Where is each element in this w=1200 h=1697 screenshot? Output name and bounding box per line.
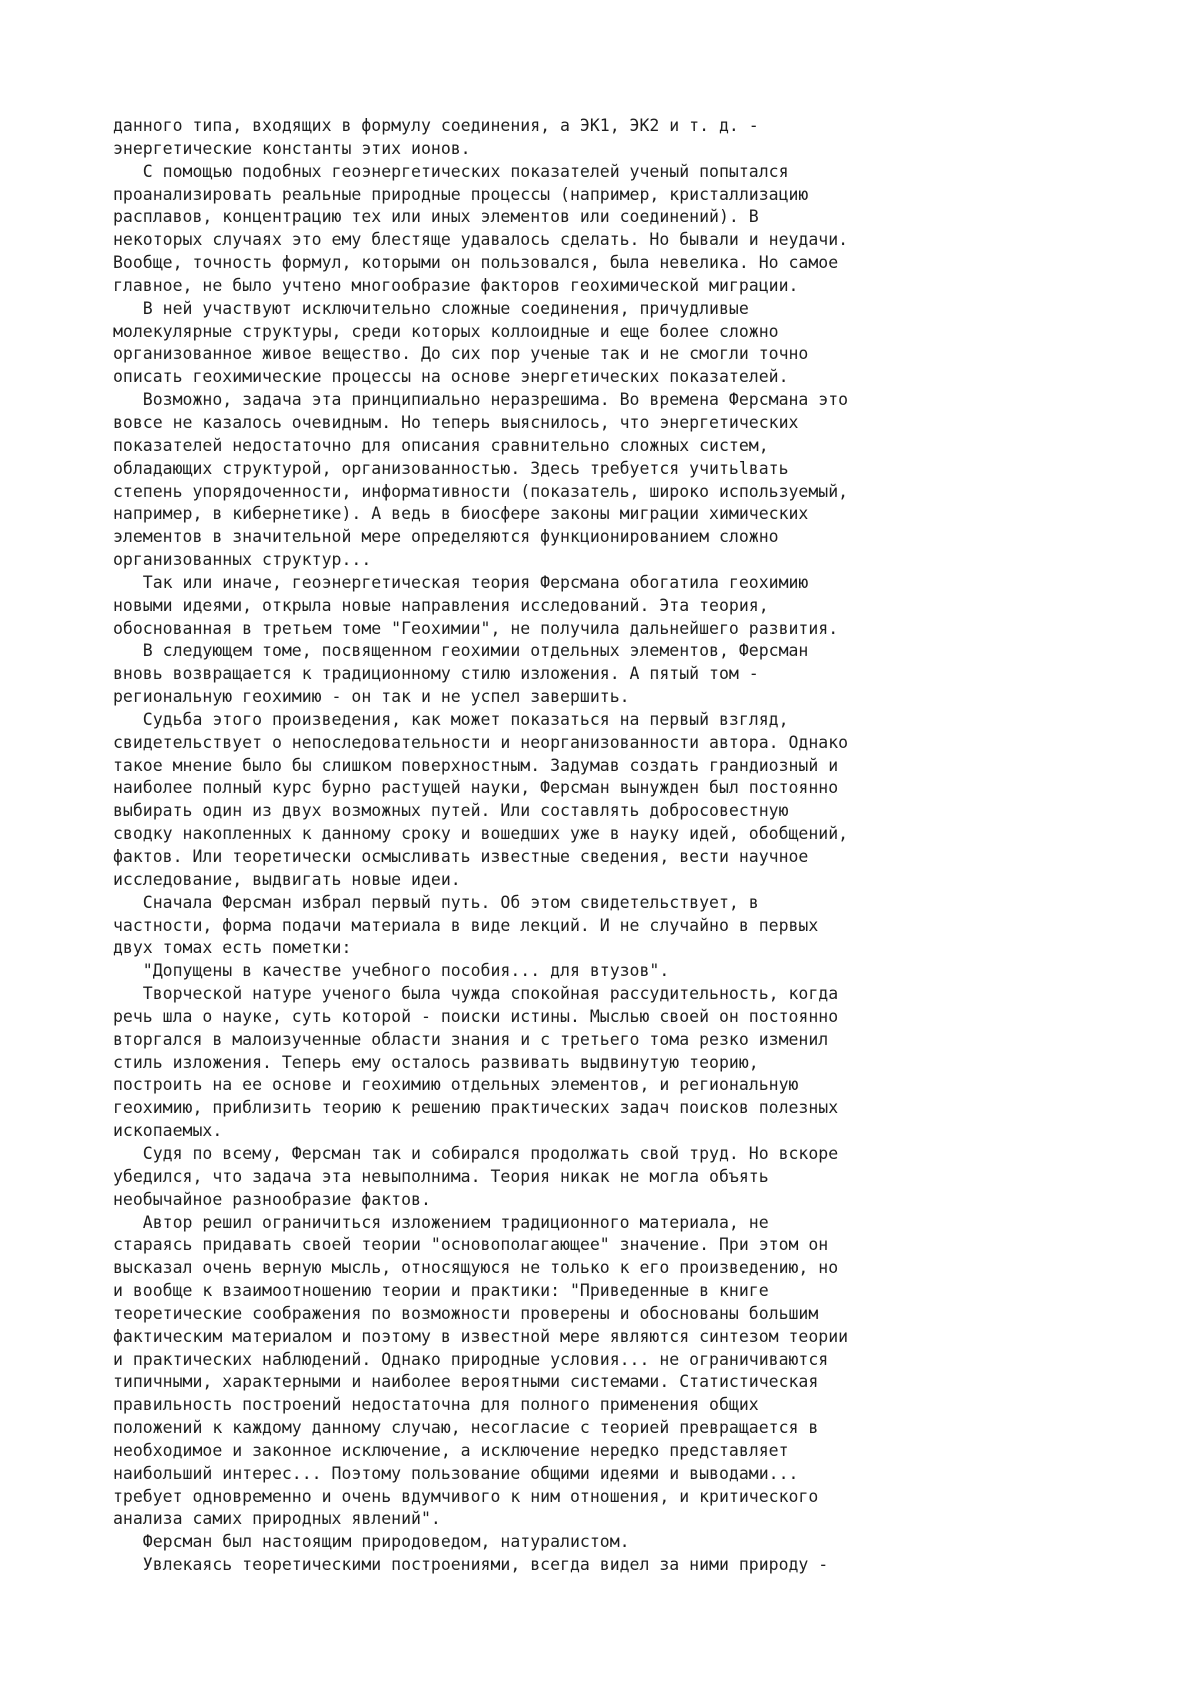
- text-line: вовсе не казалось очевидным. Но теперь выяснилось, что энергетических: [113, 412, 799, 432]
- text-line: правильность построений недостаточна для полного применения общих: [113, 1395, 759, 1415]
- text-line: Сначала Ферсман избрал первый путь. Об этом свидетельствует, в: [113, 892, 759, 912]
- text-line: С помощью подобных геоэнергетических показателей ученый попытался: [113, 161, 789, 181]
- text-line: речь шла о науке, суть которой - поиски истины. Мыслью своей он постоянно: [113, 1006, 839, 1026]
- text-line: теоретические соображения по возможности проверены и обоснованы большим: [113, 1303, 819, 1323]
- text-line: высказал очень верную мысль, относящуюся не только к его произведению, но: [113, 1258, 839, 1278]
- text-line: двух томах есть пометки:: [113, 938, 352, 958]
- text-line: организованных структур...: [113, 550, 372, 570]
- text-line: наибольший интерес... Поэтому пользование общими идеями и выводами...: [113, 1463, 799, 1483]
- text-line: некоторых случаях это ему блестяще удавалось сделать. Но бывали и неудачи.: [113, 230, 849, 250]
- text-line: наиболее полный курс бурно растущей науки, Ферсман вынужден был постоянно: [113, 778, 839, 798]
- text-line: описать геохимические процессы на основе энергетических показателей.: [113, 367, 789, 387]
- text-line: данного типа, входящих в формулу соединения, а ЭК1, ЭК2 и т. д. -: [113, 116, 759, 135]
- text-line: степень упорядоченности, информативности (показатель, широко используемый,: [113, 481, 849, 501]
- text-line: Вообще, точность формул, которыми он пользовался, была невелика. Но самое: [113, 253, 839, 273]
- text-line: обладающих структурой, организованностью. Здесь требуется учитьlвать: [113, 458, 789, 478]
- text-line: выбирать один из двух возможных путей. Или составлять добросовестную: [113, 801, 789, 821]
- text-line: Творческой натуре ученого была чужда спокойная рассудительность, когда: [113, 984, 839, 1004]
- text-line: Ферсман был настоящим природоведом, натуралистом.: [113, 1532, 630, 1552]
- text-line: исследование, выдвигать новые идеи.: [113, 869, 461, 889]
- text-line: Судьба этого произведения, как может показаться на первый взгляд,: [113, 709, 789, 729]
- text-line: главное, не было учтено многообразие факторов геохимической миграции.: [113, 275, 799, 295]
- text-line: вновь возвращается к традиционному стилю изложения. А пятый том -: [113, 664, 759, 684]
- text-line: Увлекаясь теоретическими построениями, всегда видел за ними природу -: [113, 1555, 829, 1575]
- text-line: свидетельствует о непоследовательности и неорганизованности автора. Однако: [113, 732, 849, 752]
- text-line: расплавов, концентрацию тех или иных элементов или соединений). В: [113, 207, 759, 227]
- text-line: частности, форма подачи материала в виде лекций. И не случайно в первых: [113, 915, 819, 935]
- text-line: убедился, что задача эта невыполнима. Теория никак не могла объять: [113, 1166, 769, 1186]
- text-line: анализа самих природных явлений".: [113, 1509, 441, 1529]
- text-line: В следующем томе, посвященном геохимии отдельных элементов, Ферсман: [113, 641, 809, 661]
- text-line: и практических наблюдений. Однако природные условия... не ограничиваются: [113, 1349, 829, 1369]
- text-line: показателей недостаточно для описания сравнительно сложных систем,: [113, 435, 769, 455]
- text-line: новыми идеями, открыла новые направления исследований. Эта теория,: [113, 595, 769, 615]
- text-line: типичными, характерными и наиболее вероятными системами. Статистическая: [113, 1372, 819, 1392]
- text-line: Судя по всему, Ферсман так и собирался продолжать свой труд. Но вскоре: [113, 1143, 839, 1163]
- text-line: и вообще к взаимоотношению теории и практики: "Приведенные в книге: [113, 1281, 769, 1301]
- text-line: организованное живое вещество. До сих пор ученые так и не смогли точно: [113, 344, 809, 364]
- text-line: например, в кибернетике). А ведь в биосфере законы миграции химических: [113, 504, 809, 524]
- document-body: [113, 115, 1113, 1577]
- text-line: фактическим материалом и поэтому в известной мере являются синтезом теории: [113, 1326, 849, 1346]
- text-line: сводку накопленных к данному сроку и вошедших уже в науку идей, обобщений,: [113, 824, 849, 844]
- text-line: энергетические константы этих ионов.: [113, 138, 471, 158]
- text-line: Автор решил ограничиться изложением традиционного материала, не: [113, 1212, 769, 1232]
- text-line: необходимое и законное исключение, а исключение нередко представляет: [113, 1440, 789, 1460]
- text-line: Так или иначе, геоэнергетическая теория Ферсмана обогатила геохимию: [113, 572, 809, 592]
- text-line: молекулярные структуры, среди которых коллоидные и еще более сложно: [113, 321, 779, 341]
- text-line: стараясь придавать своей теории "основополагающее" значение. При этом он: [113, 1235, 829, 1255]
- text-line: обоснованная в третьем томе "Геохимии", не получила дальнейшего развития.: [113, 618, 839, 638]
- text-line: ископаемых.: [113, 1121, 223, 1141]
- text-line: элементов в значительной мере определяются функционированием сложно: [113, 527, 779, 547]
- text-line: необычайное разнообразие фактов.: [113, 1189, 431, 1209]
- text-line: требует одновременно и очень вдумчивого к ним отношения, и критического: [113, 1486, 819, 1506]
- text-line: вторгался в малоизученные области знания и с третьего тома резко изменил: [113, 1029, 829, 1049]
- text-line: региональную геохимию - он так и не успел завершить.: [113, 687, 630, 707]
- text-line: Возможно, задача эта принципиально неразрешима. Во времена Ферсмана это: [113, 390, 849, 410]
- text-line: фактов. Или теоретически осмысливать известные сведения, вести научное: [113, 847, 809, 866]
- text-line: В ней участвуют исключительно сложные соединения, причудливые: [113, 298, 749, 318]
- text-line: стиль изложения. Теперь ему осталось развивать выдвинутую теорию,: [113, 1052, 759, 1072]
- text-line: проанализировать реальные природные процессы (например, кристаллизацию: [113, 184, 809, 204]
- text-line: положений к каждому данному случаю, несогласие с теорией превращается в: [113, 1418, 819, 1438]
- text-line: геохимию, приблизить теорию к решению практических задач поисков полезных: [113, 1098, 839, 1118]
- text-line: "Допущены в качестве учебного пособия... для втузов".: [113, 961, 670, 981]
- text-line: построить на ее основе и геохимию отдельных элементов, и региональную: [113, 1075, 799, 1095]
- text-line: такое мнение было бы слишком поверхностным. Задумав создать грандиозный и: [113, 755, 839, 775]
